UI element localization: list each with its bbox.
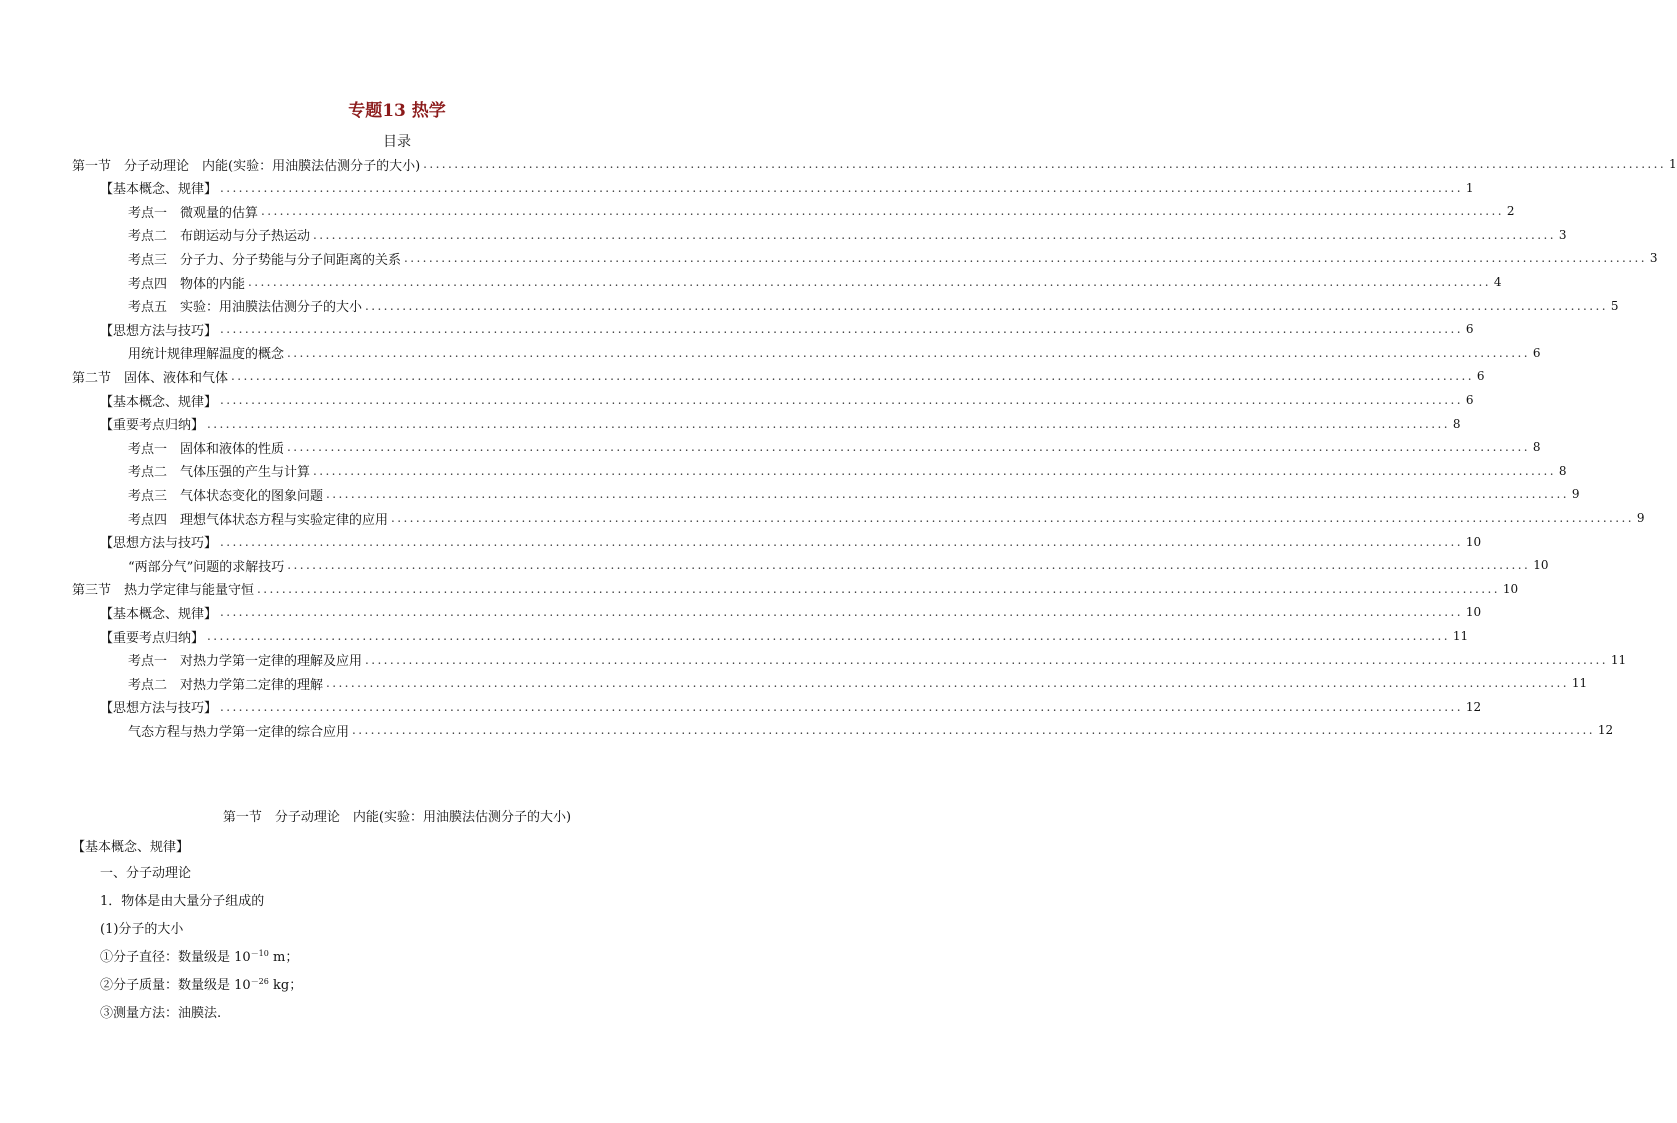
- toc-entry-page: 12: [1597, 723, 1614, 738]
- toc-leader-dots: ........................................................................................................................................................................................................: [423, 157, 1667, 171]
- toc-entry-label: 第二节 固体、液体和气体: [72, 370, 229, 386]
- section-title: 第一节 分子动理论 内能(实验：用油膜法估测分子的大小): [222, 810, 572, 825]
- toc-entry-page: 6: [1465, 393, 1474, 407]
- toc-entry[interactable]: [100, 695, 1482, 719]
- molecule-diameter-exponent: －10: [250, 949, 269, 958]
- molecule-diameter-unit: m；: [268, 950, 299, 965]
- molecule-diameter-line: [100, 946, 298, 965]
- toc-entry-label: 考点三 分子力、分子势能与分子间距离的关系: [128, 252, 402, 268]
- toc-leader-dots: ........................................................................................................................................................................................................: [404, 251, 1647, 266]
- toc-entry-label: 考点四 物体的内能: [128, 276, 246, 292]
- toc-leader-dots: ........................................................................................................................................................................................................: [313, 463, 1556, 478]
- document-title: 专题13 热学: [348, 101, 446, 121]
- molecule-mass-unit: kg；: [268, 978, 303, 993]
- toc-entry-page: 6: [1532, 345, 1541, 360]
- toc-entry-label: 【重要考点归纳】: [100, 418, 205, 434]
- toc-entry-page: 8: [1532, 440, 1541, 455]
- toc-entry[interactable]: [128, 506, 1645, 530]
- toc-entry-page: 6: [1476, 369, 1485, 384]
- toc-entry[interactable]: [100, 317, 1474, 341]
- toc-leader-dots: ........................................................................................................................................................................................................: [326, 676, 1569, 691]
- toc-entry[interactable]: [72, 364, 1485, 388]
- toc-leader-dots: ........................................................................................................................................................................................................: [220, 534, 1463, 549]
- toc-entry-label: 气态方程与热力学第一定律的综合应用: [128, 724, 350, 740]
- toc-entry[interactable]: [128, 553, 1549, 577]
- molecule-mass-line: [100, 974, 302, 993]
- toc-entry-page: 10: [1465, 605, 1482, 620]
- toc-entry-label: 【思想方法与技巧】: [100, 701, 218, 717]
- toc-entry-label: 考点二 气体压强的产生与计算: [128, 465, 311, 481]
- toc-entry-label: 【重要考点归纳】: [100, 630, 205, 646]
- toc-entry[interactable]: [100, 388, 1474, 412]
- toc-leader-dots: ........................................................................................................................................................................................................: [261, 204, 1504, 219]
- toc-entry-page: 12: [1465, 699, 1482, 714]
- toc-leader-dots: ........................................................................................................................................................................................................: [220, 699, 1463, 714]
- section-subhead: 【基本概念、规律】: [72, 840, 190, 855]
- toc-entry[interactable]: [72, 577, 1519, 601]
- toc-entry[interactable]: [100, 624, 1469, 648]
- toc-entry-page: 3: [1558, 227, 1567, 242]
- toc-leader-dots: ........................................................................................................................................................................................................: [231, 369, 1474, 384]
- toc-entry-page: 1: [1465, 180, 1474, 195]
- toc-entry-page: 6: [1465, 322, 1474, 337]
- toc-entry-label: 【基本概念、规律】: [100, 394, 218, 410]
- toc-entry-label: 第三节 热力学定律与能量守恒: [72, 583, 255, 599]
- toc-leader-dots: ........................................................................................................................................................................................................: [287, 345, 1530, 360]
- toc-entry[interactable]: [128, 341, 1541, 365]
- toc-entry-label: 考点一 对热力学第一定律的理解及应用: [128, 654, 363, 670]
- measurement-method-line: ③测量方法：油膜法.: [100, 1006, 222, 1021]
- toc-leader-dots: ........................................................................................................................................................................................................: [287, 440, 1530, 455]
- toc-leader-dots: ........................................................................................................................................................................................................: [220, 322, 1463, 337]
- toc-entry-label: 【思想方法与技巧】: [100, 323, 218, 339]
- toc-entry-page: 5: [1610, 298, 1619, 313]
- toc-leader-dots: ........................................................................................................................................................................................................: [313, 227, 1556, 242]
- toc-entry-page: 10: [1502, 581, 1519, 596]
- toc-entry[interactable]: [100, 530, 1482, 554]
- toc-entry-page: 2: [1506, 204, 1515, 219]
- toc-entry-page: 11: [1452, 629, 1469, 643]
- toc-entry[interactable]: [128, 482, 1580, 506]
- toc-leader-dots: ........................................................................................................................................................................................................: [391, 511, 1634, 525]
- toc-entry-label: 考点一 微观量的估算: [128, 205, 259, 221]
- toc-entry[interactable]: [128, 718, 1614, 742]
- toc-leader-dots: ........................................................................................................................................................................................................: [352, 723, 1595, 738]
- molecule-mass-exponent: －26: [250, 977, 269, 986]
- toc-entry[interactable]: [128, 294, 1619, 318]
- heading-molecular-theory: 一、分子动理论: [100, 866, 192, 881]
- toc-entry-page: 10: [1465, 534, 1482, 549]
- toc-entry[interactable]: [128, 199, 1515, 223]
- toc-entry[interactable]: [128, 270, 1502, 294]
- toc-heading: 目录: [383, 134, 411, 150]
- toc-entry-label: “两部分气”问题的求解技巧: [128, 559, 285, 575]
- toc-entry-label: 考点四 理想气体状态方程与实验定律的应用: [128, 512, 389, 528]
- toc-entry[interactable]: [128, 671, 1588, 695]
- toc-entry-label: 考点一 固体和液体的性质: [128, 441, 285, 457]
- toc-leader-dots: ........................................................................................................................................................................................................: [220, 605, 1463, 620]
- toc-entry[interactable]: [128, 435, 1541, 459]
- toc-entry[interactable]: [128, 648, 1627, 672]
- toc-entry[interactable]: [100, 600, 1482, 624]
- heading-molecule-size: (1)分子的大小: [100, 922, 184, 937]
- molecule-mass-text: ②分子质量：数量级是 10: [100, 978, 251, 993]
- toc-entry-label: 考点二 布朗运动与分子热运动: [128, 229, 311, 245]
- toc-entry[interactable]: [100, 176, 1474, 200]
- toc-entry-page: 9: [1636, 511, 1645, 525]
- toc-leader-dots: ........................................................................................................................................................................................................: [326, 487, 1569, 502]
- toc-entry-label: 【基本概念、规律】: [100, 182, 218, 198]
- toc-entry-label: 【思想方法与技巧】: [100, 536, 218, 552]
- toc-entry[interactable]: [128, 459, 1567, 483]
- toc-entry-page: 3: [1649, 251, 1658, 266]
- toc-entry-page: 1: [1669, 157, 1677, 171]
- toc-leader-dots: ........................................................................................................................................................................................................: [248, 275, 1491, 289]
- toc-entry-page: 4: [1493, 275, 1502, 289]
- toc-entry-label: 【基本概念、规律】: [100, 606, 218, 622]
- heading-matter-composition: 1．物体是由大量分子组成的: [100, 894, 265, 909]
- toc-entry[interactable]: [128, 223, 1567, 247]
- toc-leader-dots: ........................................................................................................................................................................................................: [365, 652, 1608, 667]
- toc-entry-page: 11: [1571, 676, 1588, 691]
- toc-entry-page: 8: [1452, 416, 1461, 431]
- molecule-diameter-text: ①分子直径：数量级是 10: [100, 950, 251, 965]
- toc-entry-label: 考点二 对热力学第二定律的理解: [128, 677, 324, 693]
- toc-entry-page: 9: [1571, 487, 1580, 502]
- toc-entry-label: 第一节 分子动理论 内能(实验：用油膜法估测分子的大小): [72, 158, 421, 174]
- toc-entry[interactable]: [128, 246, 1658, 270]
- toc-leader-dots: ........................................................................................................................................................................................................: [220, 393, 1463, 407]
- toc-entry[interactable]: [72, 152, 1677, 176]
- toc-leader-dots: ........................................................................................................................................................................................................: [257, 581, 1500, 596]
- toc-leader-dots: ........................................................................................................................................................................................................: [287, 558, 1531, 573]
- toc-entry[interactable]: [100, 412, 1461, 436]
- toc-leader-dots: ........................................................................................................................................................................................................: [207, 629, 1450, 643]
- toc-entry-label: 考点三 气体状态变化的图象问题: [128, 488, 324, 504]
- toc-leader-dots: ........................................................................................................................................................................................................: [365, 298, 1608, 313]
- toc-entry-page: 11: [1610, 652, 1627, 667]
- toc-leader-dots: ........................................................................................................................................................................................................: [220, 180, 1463, 195]
- toc-entry-page: 10: [1533, 558, 1549, 573]
- toc-entry-label: 用统计规律理解温度的概念: [128, 347, 285, 363]
- toc-leader-dots: ........................................................................................................................................................................................................: [207, 416, 1450, 431]
- toc-entry-label: 考点五 实验：用油膜法估测分子的大小: [128, 300, 363, 316]
- toc-entry-page: 8: [1558, 463, 1567, 478]
